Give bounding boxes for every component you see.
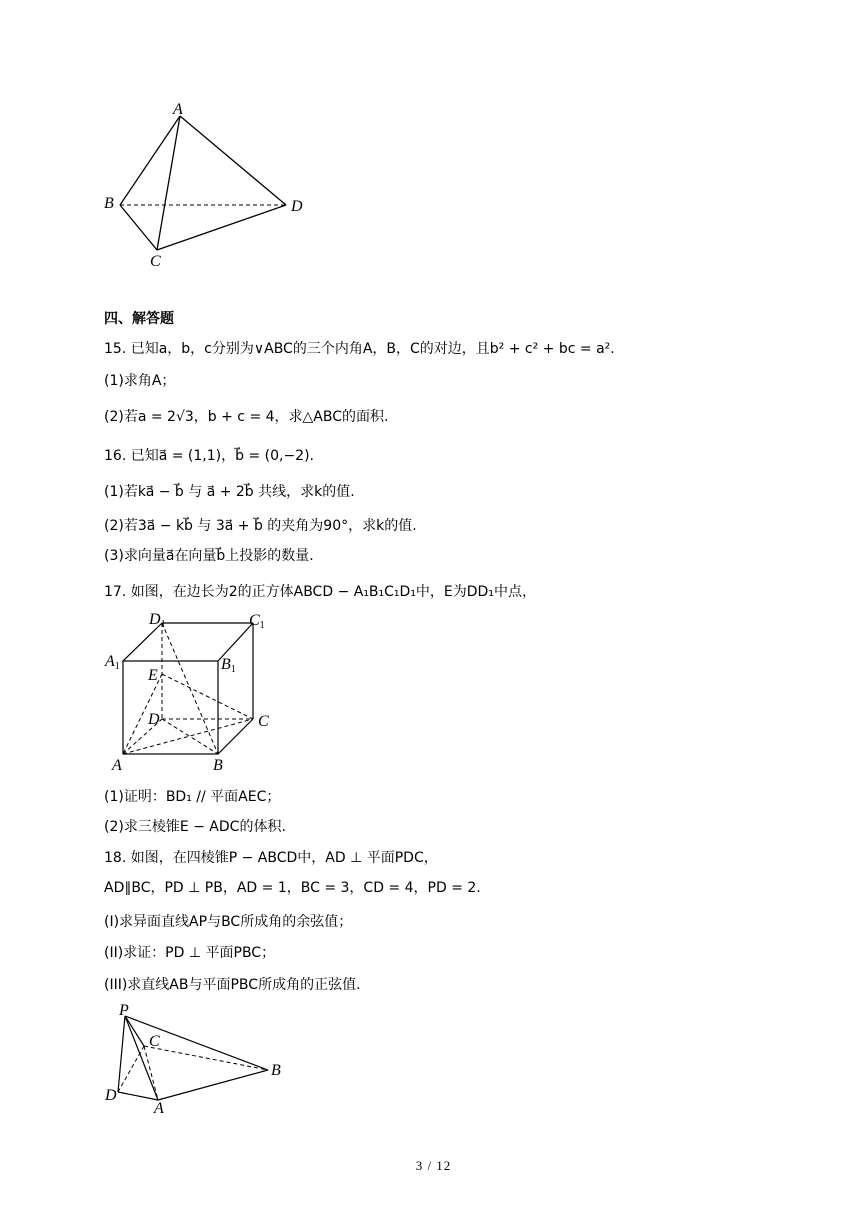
problem-18-conditions: AD∥BC，PD ⊥ PB，AD = 1，BC = 3，CD = 4，PD = 2.: [104, 880, 481, 896]
vertex-label-a: A: [173, 101, 183, 118]
problem-16-part-1: (1)若ka⃗ − b⃗ 与 a⃗ + 2b⃗ 共线，求k的值.: [104, 484, 355, 500]
tetrahedron-svg: [100, 100, 320, 275]
cube-svg: [100, 606, 290, 776]
vertex-label-b: B: [104, 195, 114, 212]
problem-17-part-1: (1)证明：BD₁ // 平面AEC；: [104, 789, 281, 805]
vertex-label-a: A: [112, 757, 122, 774]
vertex-label-c: C: [258, 713, 269, 730]
problem-17-stem: 17. 如图，在边长为2的正方体ABCD − A₁B₁C₁D₁中，E为DD₁中点，: [104, 584, 536, 600]
problem-16-part-2: (2)若3a⃗ − kb⃗ 与 3a⃗ + b⃗ 的夹角为90°，求k的值.: [104, 518, 417, 534]
pyramid-svg: [100, 1000, 300, 1120]
problem-15-part-1: (1)求角A；: [104, 373, 176, 389]
pyramid-figure: [100, 1000, 300, 1120]
vertex-label-a1: A1: [105, 653, 120, 672]
vertex-label-c: C: [149, 1033, 160, 1050]
problem-15-part-2: (2)若a = 2√3，b + c = 4，求△ABC的面积.: [104, 409, 389, 425]
problem-17-part-2: (2)求三棱锥E − ADC的体积.: [104, 819, 286, 835]
section-title: 四、解答题: [104, 311, 174, 327]
problem-18-stem: 18. 如图，在四棱锥P − ABCD中，AD ⊥ 平面PDC，: [104, 850, 438, 866]
problem-18-part-2: (II)求证：PD ⊥ 平面PBC；: [104, 945, 276, 961]
point-label-e: E: [148, 667, 158, 684]
page-number: 3 / 12: [415, 1158, 452, 1173]
vertex-label-d: D: [291, 198, 303, 215]
vertex-label-b: B: [271, 1062, 281, 1079]
cube-figure: [100, 606, 290, 776]
problem-18-part-3: (III)求直线AB与平面PBC所成角的正弦值.: [104, 977, 361, 993]
vertex-label-d1: D1: [149, 611, 166, 630]
problem-15-stem: 15. 已知a，b，c分别为∨ABC的三个内角A，B，C的对边，且b² + c² + bc = a².: [104, 341, 615, 357]
vertex-label-p: P: [119, 1002, 129, 1019]
vertex-label-c1: C1: [249, 612, 265, 631]
vertex-label-a: A: [154, 1100, 164, 1117]
problem-16-part-3: (3)求向量a⃗在向量b⃗上投影的数量.: [104, 548, 314, 564]
problem-16-stem: 16. 已知a⃗ = (1,1)，b⃗ = (0,−2).: [104, 448, 314, 464]
vertex-label-c: C: [150, 253, 161, 270]
vertex-label-d: D: [105, 1087, 117, 1104]
vertex-label-d: D: [148, 711, 160, 728]
vertex-label-b1: B1: [221, 656, 236, 675]
tetrahedron-figure: [100, 100, 320, 275]
problem-18-part-1: (I)求异面直线AP与BC所成角的余弦值；: [104, 914, 353, 930]
vertex-label-b: B: [213, 757, 223, 774]
